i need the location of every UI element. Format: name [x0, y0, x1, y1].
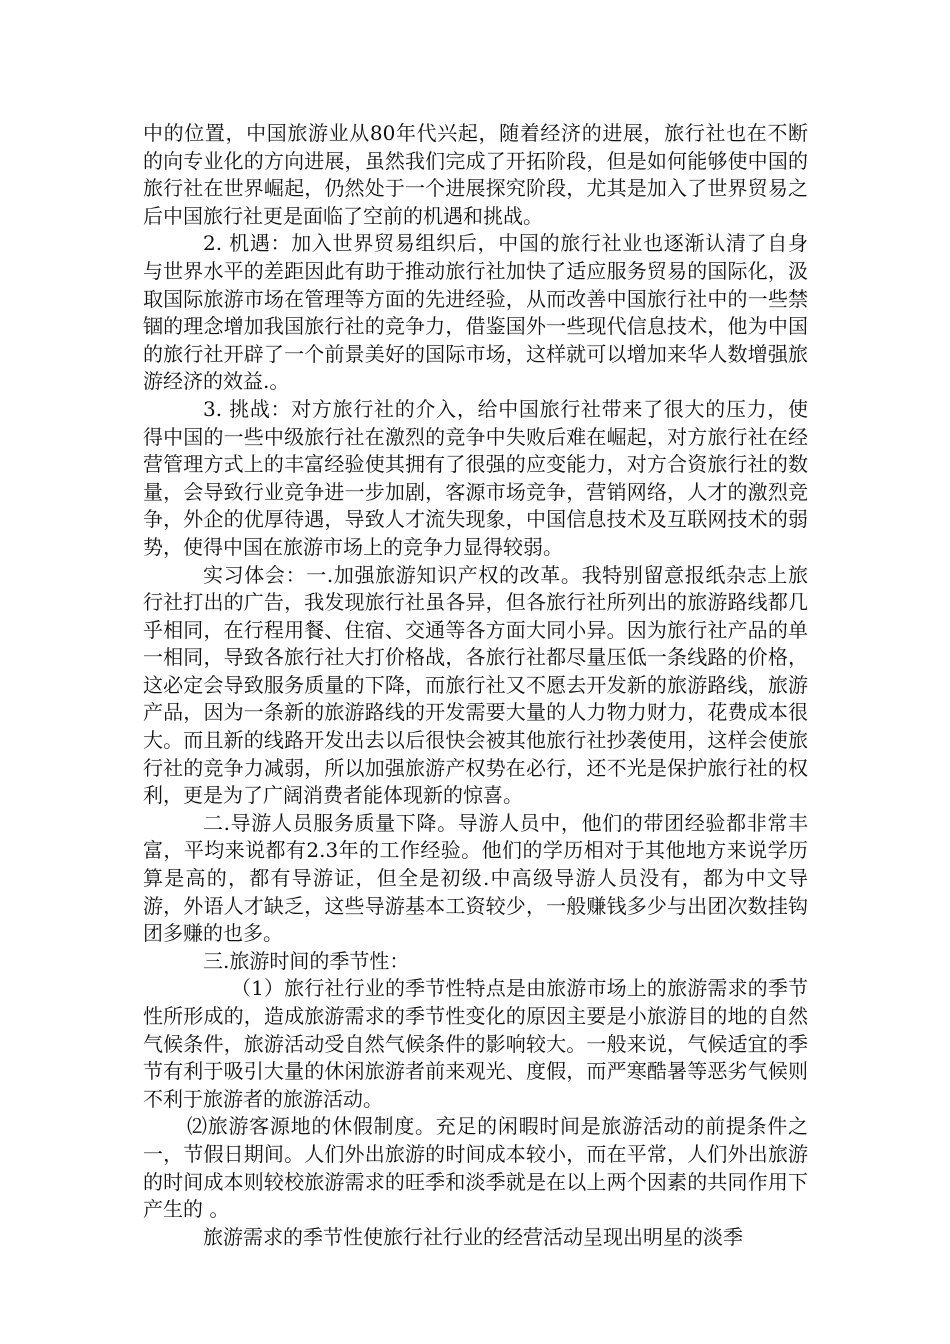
paragraph-internship-reflection: 实习体会：一.加强旅游知识产权的改革。我特别留意报纸杂志上旅行社打出的广告，我发现旅行社虽各异，但各旅行社所列出的旅游路线都几乎相同，在行程用餐、住宿、交通等各方面大同小异。因为旅行社产品的单一相同，导致各旅行社大打价格战，各旅行社都尽量压低一条线路的价格，这必定会导致服务质量的下降，而旅行社又不愿去开发新的旅游路线，旅游产品，因为一条新的旅游路线的开发需要大量的人力物力财力，花费成本很大。而且新的线路开发出去以后很快会被其他旅行社抄袭使用，这样会使旅行社的竞争力减弱，所以加强旅游产权势在必行，还不光是保护旅行社的权利，更是为了广阔消费者能体现新的惊喜。	[143, 562, 808, 808]
paragraph-seasonality-heading: 三.旅游时间的季节性：	[203, 948, 410, 973]
paragraph-intro-continuation: 中的位置，中国旅游业从80年代兴起，随着经济的进展，旅行社也在不断的向专业化的方向进展，虽然我们完成了开拓阶段，但是如何能够使中国的旅行社在世界崛起，仍然处于一个进展探究阶段，尤其是加入了世界贸易之后中国旅行社更是面临了空前的机遇和挑战。	[143, 121, 808, 228]
paragraph-challenge: 3. 挑战：对方旅行社的介入，给中国旅行社带来了很大的压力，使得中国的一些中级旅行社在激烈的竞争中失败后难在崛起，对方旅行社在经营管理方式上的丰富经验使其拥有了很强的应变能力，对方合资旅行社的数量，会导致行业竞争进一步加剧，客源市场竞争，营销网络，人才的激烈竞争，外企的优厚待遇，导致人才流失现象，中国信息技术及互联网技术的弱势，使得中国在旅游市场上的竞争力显得较弱。	[143, 396, 808, 559]
paragraph-seasonality-point-2: ⑵旅游客源地的休假制度。充足的闲暇时间是旅游活动的前提条件之一，节假日期间。人们外出旅游的时间成本较小，而在平常，人们外出旅游的时间成本则较校旅游需求的旺季和淡季就是在以上两个因素的共同作用下产生的 。	[143, 1114, 808, 1222]
document-body	[143, 120, 808, 1251]
paragraph-guide-quality: 二.导游人员服务质量下降。导游人员中，他们的带团经验都非常丰富，平均来说都有2.3年的工作经验。他们的学历相对于其他地方来说学历算是高的，都有导游证，但全是初级.中高级导游人员没有，都为中文导游，外语人才缺乏，这些导游基本工资较少，一般赚钱多少与出团次数挂钩团多赚的也多。	[143, 810, 808, 946]
paragraph-opportunity: 2. 机遇：加入世界贸易组织后，中国的旅行社业也逐渐认清了自身与世界水平的差距因此有助于推动旅行社加快了适应服务贸易的国际化，汲取国际旅游市场在管理等方面的先进经验，从而改善中国旅行社中的一些禁锢的理念增加我国旅行社的竞争力，借鉴国外一些现代信息技术，他为中国的旅行社开辟了一个前景美好的国际市场，这样就可以增加来华人数增强旅游经济的效益.。	[143, 231, 808, 394]
paragraph-seasonality-effect: 旅游需求的季节性使旅行社行业的经营活动呈现出明星的淡季	[203, 1224, 743, 1249]
paragraph-seasonality-point-1: （1）旅行社行业的季节性特点是由旅游市场上的旅游需求的季节性所形成的，造成旅游需求的季节性变化的原因主要是小旅游目的地的自然气候条件，旅游活动受自然气候条件的影响较大。一般来说，气候适宜的季节有利于吸引大量的休闲旅游者前来观光、度假，而严寒酷暑等恶劣气候则不利于旅游者的旅游活动。	[143, 976, 808, 1111]
